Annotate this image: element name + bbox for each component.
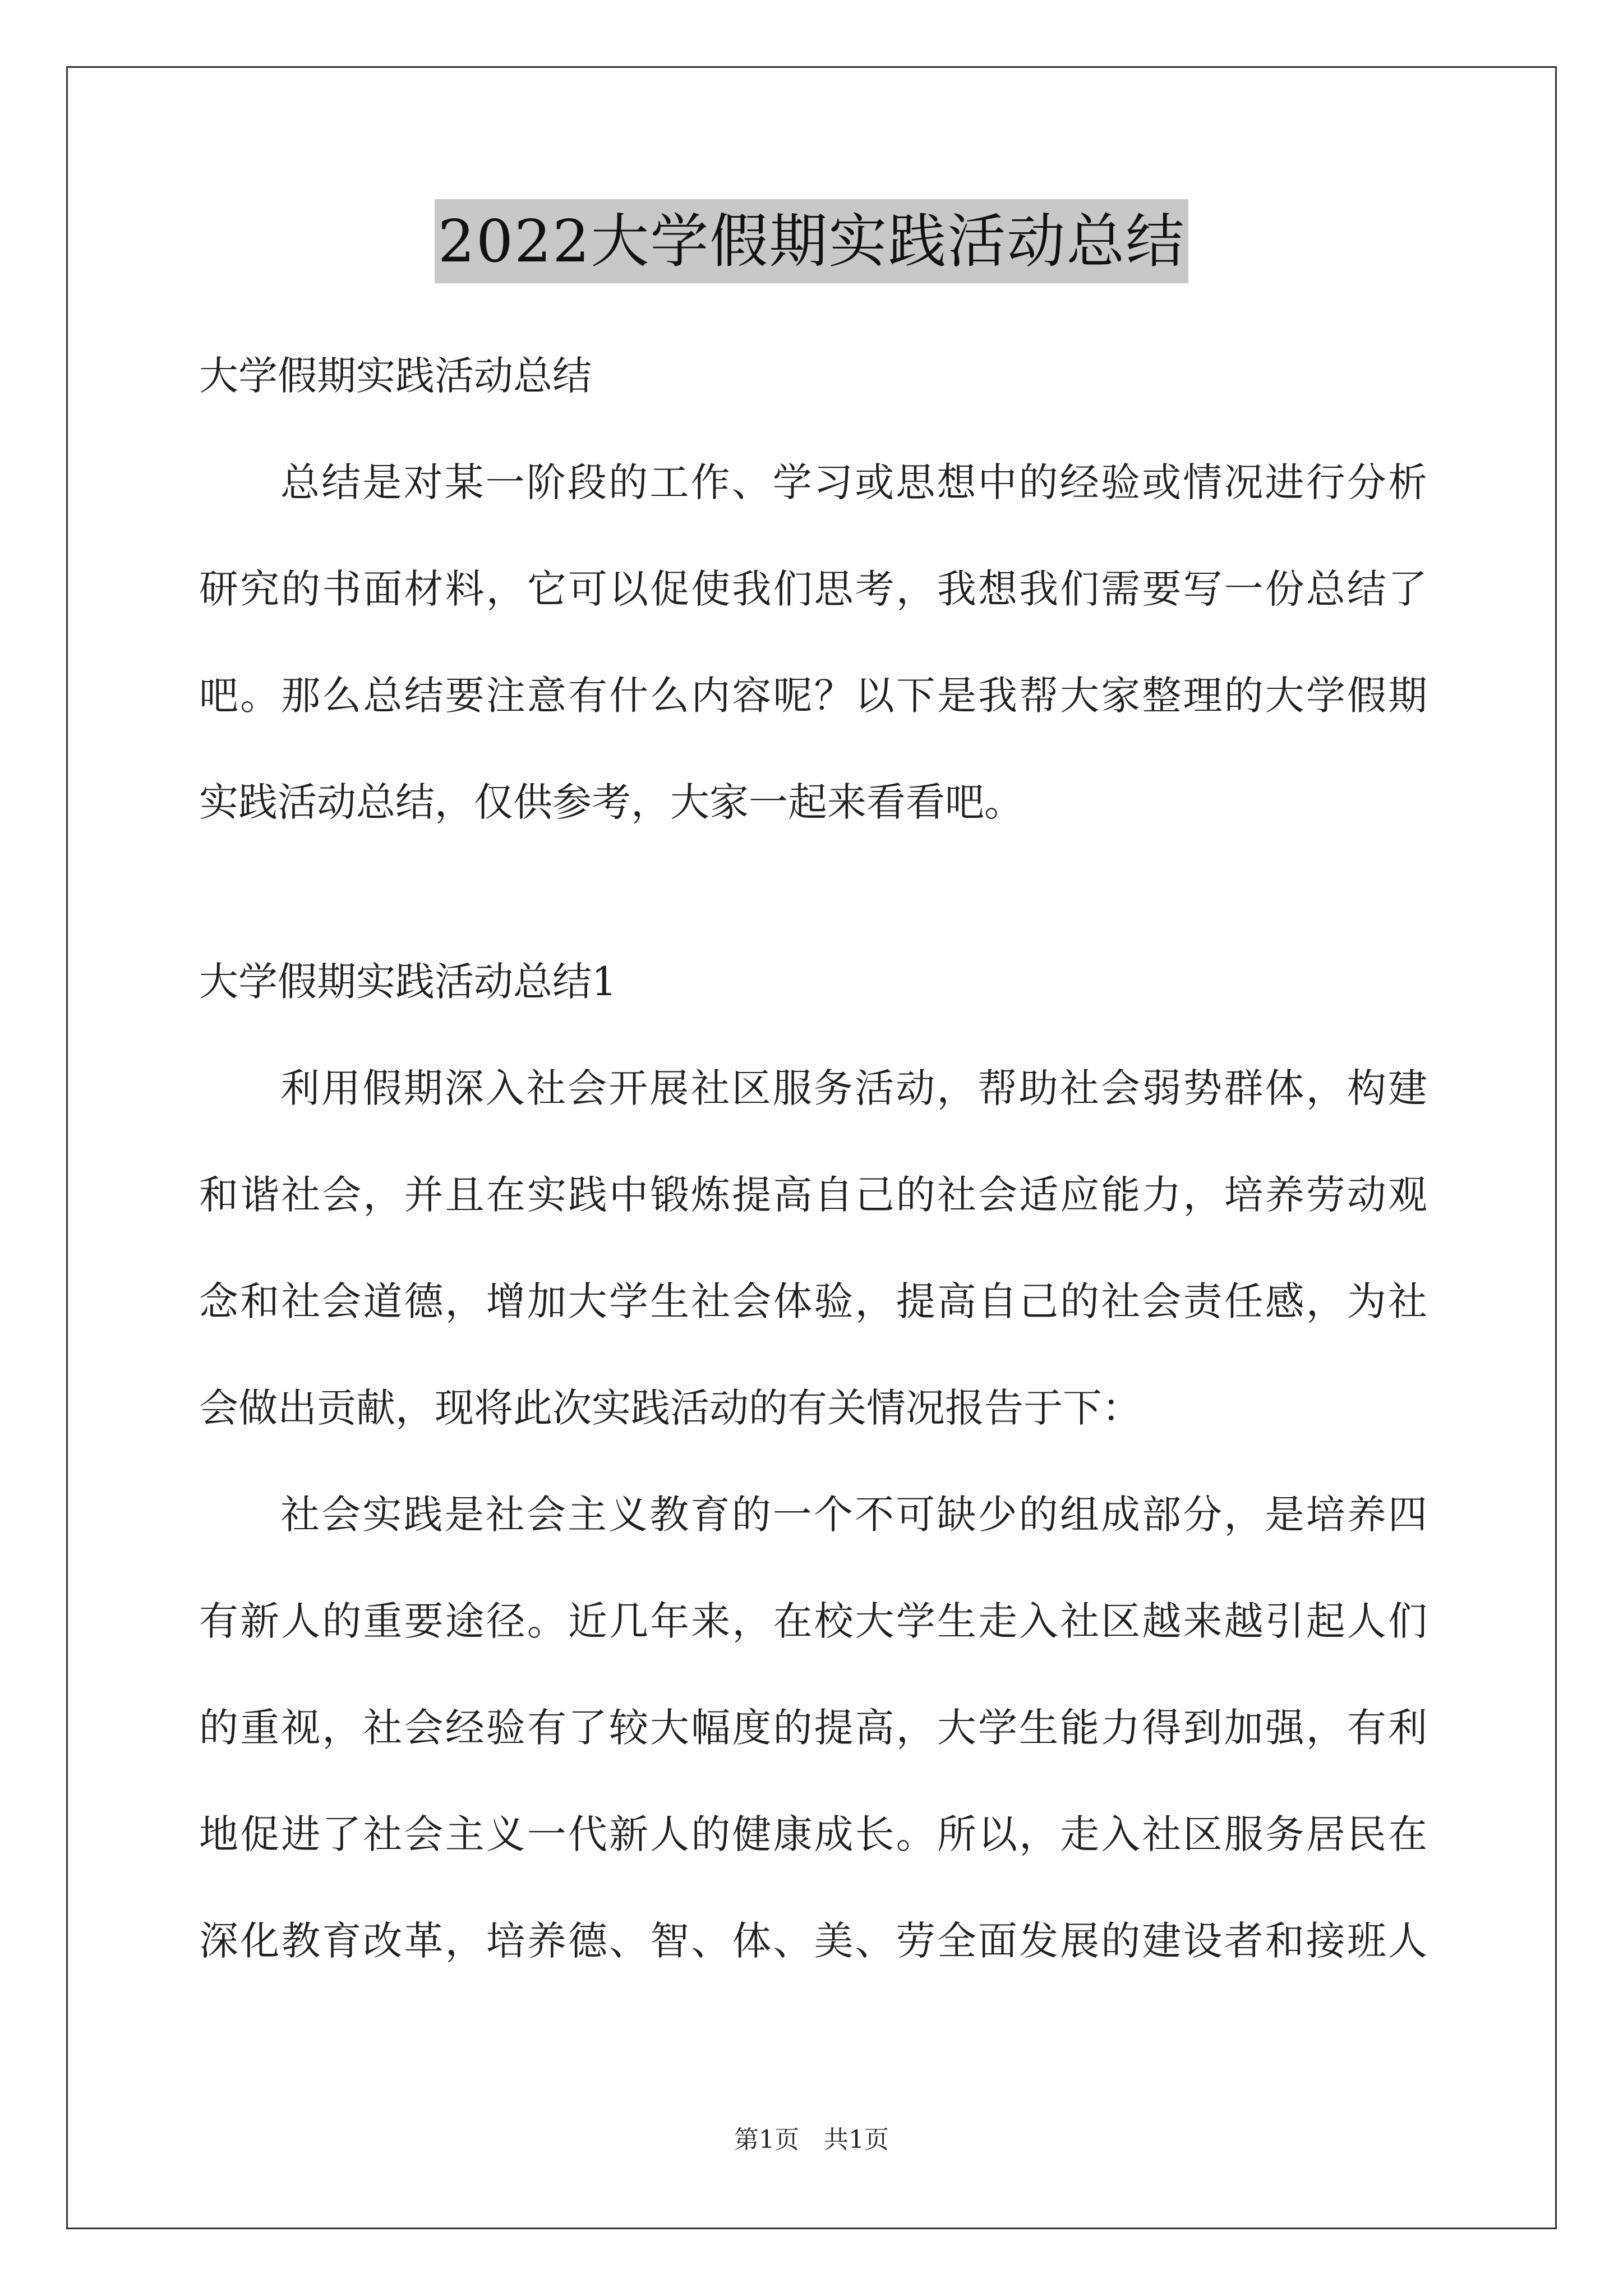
- paragraph-line: 地促进了社会主义一代新人的健康成长。所以，走入社区服务居民在: [199, 1811, 1427, 1857]
- document-title: 2022大学假期实践活动总结: [435, 199, 1189, 283]
- paragraph-line: 有新人的重要途径。近几年来，在校大学生走入社区越来越引起人们: [199, 1598, 1427, 1644]
- title-container: [0, 199, 1623, 283]
- intro-line: 总结是对某一阶段的工作、学习或思想中的经验或情况进行分析: [280, 459, 1427, 505]
- paragraph-line: 社会实践是社会主义教育的一个不可缺少的组成部分，是培养四: [280, 1492, 1427, 1538]
- paragraph-line: 深化教育改革，培养德、智、体、美、劳全面发展的建设者和接班人: [199, 1918, 1427, 1964]
- subtitle: 大学假期实践活动总结: [199, 353, 592, 399]
- paragraph-line: 念和社会道德，增加大学生社会体验，提高自己的社会责任感，为社: [199, 1278, 1427, 1324]
- paragraph-line: 的重视，社会经验有了较大幅度的提高，大学生能力得到加强，有利: [199, 1705, 1427, 1751]
- intro-line: 吧。那么总结要注意有什么内容呢？以下是我帮大家整理的大学假期: [199, 673, 1427, 719]
- paragraph-line: 和谐社会，并且在实践中锻炼提高自己的社会适应能力，培养劳动观: [199, 1172, 1427, 1218]
- page-footer: 第1页 共1页: [734, 2125, 889, 2154]
- paragraph-line: 利用假期深入社会开展社区服务活动，帮助社会弱势群体，构建: [280, 1065, 1427, 1111]
- intro-line: 实践活动总结，仅供参考，大家一起来看看吧。: [199, 779, 1023, 825]
- paragraph-line: 会做出贡献，现将此次实践活动的有关情况报告于下：: [199, 1385, 1141, 1431]
- section-heading: 大学假期实践活动总结1: [199, 959, 617, 1005]
- intro-line: 研究的书面材料，它可以促使我们思考，我想我们需要写一份总结了: [199, 566, 1427, 612]
